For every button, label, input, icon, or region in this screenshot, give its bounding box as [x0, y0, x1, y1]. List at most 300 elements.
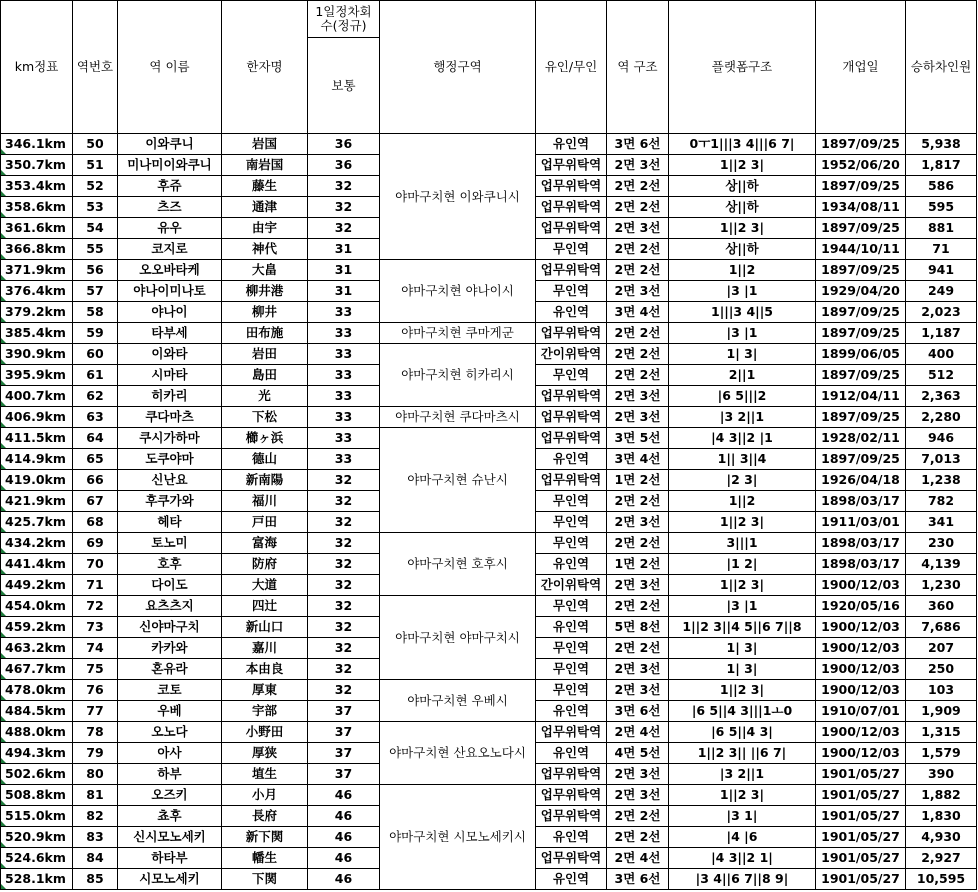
staffed-cell: 무인역 — [536, 239, 607, 260]
opened-cell: 1899/06/05 — [816, 344, 906, 365]
passengers-cell: 1,238 — [906, 470, 977, 491]
platform-cell: 1||2 3| — [669, 680, 816, 701]
structure-cell: 2면 3선 — [607, 512, 669, 533]
staffed-cell: 업무위탁역 — [536, 785, 607, 806]
passengers-cell: 341 — [906, 512, 977, 533]
structure-cell: 2면 3선 — [607, 785, 669, 806]
hanja-name-cell: 下関 — [222, 869, 308, 890]
station-name-cell: 시마타 — [118, 365, 222, 386]
opened-cell: 1900/12/03 — [816, 617, 906, 638]
header-passengers: 승하차인원 — [906, 1, 977, 134]
table-row — [1, 680, 977, 701]
platform-cell: 1||2 3| — [669, 512, 816, 533]
hanja-name-cell: 長府 — [222, 806, 308, 827]
passengers-cell: 250 — [906, 659, 977, 680]
station-name-cell: 츠즈 — [118, 197, 222, 218]
km-cell: 515.0km — [1, 806, 73, 827]
station-name-cell: 야나이 — [118, 302, 222, 323]
hanja-name-cell: 藤生 — [222, 176, 308, 197]
station-number-cell: 71 — [73, 575, 118, 596]
passengers-cell: 10,595 — [906, 869, 977, 890]
hanja-name-cell: 光 — [222, 386, 308, 407]
station-name-cell: 호후 — [118, 554, 222, 575]
station-number-cell: 66 — [73, 470, 118, 491]
station-name-cell: 오노다 — [118, 722, 222, 743]
km-cell: 371.9km — [1, 260, 73, 281]
hanja-name-cell: 戸田 — [222, 512, 308, 533]
staffed-cell: 유인역 — [536, 449, 607, 470]
daily-stops-cell: 33 — [308, 344, 380, 365]
passengers-cell: 71 — [906, 239, 977, 260]
structure-cell: 4면 5선 — [607, 743, 669, 764]
station-name-cell: 우베 — [118, 701, 222, 722]
opened-cell: 1901/05/27 — [816, 764, 906, 785]
passengers-cell: 586 — [906, 176, 977, 197]
platform-cell: |3 1| — [669, 806, 816, 827]
staffed-cell: 업무위탁역 — [536, 764, 607, 785]
station-name-cell: 혼유라 — [118, 659, 222, 680]
staffed-cell: 업무위탁역 — [536, 470, 607, 491]
platform-cell: 2||1 — [669, 365, 816, 386]
station-number-cell: 78 — [73, 722, 118, 743]
opened-cell: 1900/12/03 — [816, 743, 906, 764]
platform-cell: 상||하 — [669, 197, 816, 218]
staffed-cell: 유인역 — [536, 701, 607, 722]
staffed-cell: 무인역 — [536, 491, 607, 512]
hanja-name-cell: 小野田 — [222, 722, 308, 743]
opened-cell: 1898/03/17 — [816, 491, 906, 512]
station-name-cell: 쿠시가하마 — [118, 428, 222, 449]
hanja-name-cell: 幡生 — [222, 848, 308, 869]
table-row — [1, 134, 977, 155]
platform-cell: 1| 3| — [669, 344, 816, 365]
platform-cell: 상||하 — [669, 239, 816, 260]
structure-cell: 2면 2선 — [607, 323, 669, 344]
staffed-cell: 업무위탁역 — [536, 722, 607, 743]
daily-stops-cell: 46 — [308, 806, 380, 827]
hanja-name-cell: 大道 — [222, 575, 308, 596]
district-cell: 야마구치현 쿠마게군 — [380, 323, 536, 344]
table-row — [1, 722, 977, 743]
platform-cell: |3 |1 — [669, 323, 816, 344]
station-number-cell: 59 — [73, 323, 118, 344]
passengers-cell: 1,909 — [906, 701, 977, 722]
station-name-cell: 아사 — [118, 743, 222, 764]
km-cell: 421.9km — [1, 491, 73, 512]
station-number-cell: 51 — [73, 155, 118, 176]
hanja-name-cell: 新下関 — [222, 827, 308, 848]
station-name-cell: 카카와 — [118, 638, 222, 659]
district-cell: 야마구치현 시모노세키시 — [380, 785, 536, 890]
km-cell: 350.7km — [1, 155, 73, 176]
passengers-cell: 7,013 — [906, 449, 977, 470]
structure-cell: 3면 4선 — [607, 302, 669, 323]
station-name-cell: 시모노세키 — [118, 869, 222, 890]
station-number-cell: 61 — [73, 365, 118, 386]
daily-stops-cell: 31 — [308, 281, 380, 302]
station-name-cell: 이와타 — [118, 344, 222, 365]
daily-stops-cell: 36 — [308, 134, 380, 155]
platform-cell: |3 |1 — [669, 281, 816, 302]
daily-stops-cell: 32 — [308, 659, 380, 680]
km-cell: 528.1km — [1, 869, 73, 890]
opened-cell: 1901/05/27 — [816, 848, 906, 869]
hanja-name-cell: 防府 — [222, 554, 308, 575]
structure-cell: 2면 3선 — [607, 575, 669, 596]
passengers-cell: 249 — [906, 281, 977, 302]
daily-stops-cell: 33 — [308, 428, 380, 449]
table-row — [1, 407, 977, 428]
staffed-cell: 무인역 — [536, 659, 607, 680]
structure-cell: 2면 3선 — [607, 386, 669, 407]
passengers-cell: 400 — [906, 344, 977, 365]
staffed-cell: 업무위탁역 — [536, 806, 607, 827]
daily-stops-cell: 33 — [308, 302, 380, 323]
header-station-number: 역번호 — [73, 1, 118, 134]
opened-cell: 1901/05/27 — [816, 827, 906, 848]
passengers-cell: 512 — [906, 365, 977, 386]
structure-cell: 2면 2선 — [607, 239, 669, 260]
daily-stops-cell: 37 — [308, 701, 380, 722]
km-cell: 425.7km — [1, 512, 73, 533]
opened-cell: 1897/09/25 — [816, 260, 906, 281]
staffed-cell: 유인역 — [536, 743, 607, 764]
km-cell: 434.2km — [1, 533, 73, 554]
structure-cell: 2면 2선 — [607, 344, 669, 365]
staffed-cell: 간이위탁역 — [536, 575, 607, 596]
daily-stops-cell: 46 — [308, 848, 380, 869]
station-number-cell: 80 — [73, 764, 118, 785]
station-number-cell: 64 — [73, 428, 118, 449]
staffed-cell: 업무위탁역 — [536, 197, 607, 218]
table-row — [1, 428, 977, 449]
daily-stops-cell: 32 — [308, 470, 380, 491]
platform-cell: |1 2| — [669, 554, 816, 575]
station-number-cell: 75 — [73, 659, 118, 680]
km-cell: 524.6km — [1, 848, 73, 869]
station-number-cell: 56 — [73, 260, 118, 281]
staffed-cell: 업무위탁역 — [536, 428, 607, 449]
opened-cell: 1897/09/25 — [816, 407, 906, 428]
structure-cell: 2면 3선 — [607, 407, 669, 428]
daily-stops-cell: 33 — [308, 365, 380, 386]
km-cell: 400.7km — [1, 386, 73, 407]
daily-stops-cell: 32 — [308, 533, 380, 554]
daily-stops-cell: 32 — [308, 596, 380, 617]
hanja-name-cell: 島田 — [222, 365, 308, 386]
hanja-name-cell: 下松 — [222, 407, 308, 428]
district-cell: 야마구치현 히카리시 — [380, 344, 536, 407]
platform-cell: |3 4||6 7||8 9| — [669, 869, 816, 890]
hanja-name-cell: 田布施 — [222, 323, 308, 344]
passengers-cell: 1,315 — [906, 722, 977, 743]
km-cell: 441.4km — [1, 554, 73, 575]
km-cell: 463.2km — [1, 638, 73, 659]
structure-cell: 1면 2선 — [607, 554, 669, 575]
staffed-cell: 유인역 — [536, 554, 607, 575]
structure-cell: 2면 2선 — [607, 260, 669, 281]
station-name-cell: 신야마구치 — [118, 617, 222, 638]
daily-stops-cell: 31 — [308, 239, 380, 260]
daily-stops-cell: 46 — [308, 785, 380, 806]
km-cell: 478.0km — [1, 680, 73, 701]
hanja-name-cell: 通津 — [222, 197, 308, 218]
opened-cell: 1901/05/27 — [816, 785, 906, 806]
km-cell: 414.9km — [1, 449, 73, 470]
hanja-name-cell: 岩国 — [222, 134, 308, 155]
passengers-cell: 1,830 — [906, 806, 977, 827]
station-name-cell: 유우 — [118, 218, 222, 239]
header-opened: 개업일 — [816, 1, 906, 134]
passengers-cell: 2,927 — [906, 848, 977, 869]
passengers-cell: 230 — [906, 533, 977, 554]
table-row — [1, 785, 977, 806]
header-daily-stops-regular: 보통 — [308, 38, 380, 134]
daily-stops-cell: 32 — [308, 617, 380, 638]
hanja-name-cell: 厚東 — [222, 680, 308, 701]
station-name-cell: 코토 — [118, 680, 222, 701]
station-number-cell: 60 — [73, 344, 118, 365]
km-cell: 411.5km — [1, 428, 73, 449]
daily-stops-cell: 33 — [308, 407, 380, 428]
structure-cell: 2면 3선 — [607, 155, 669, 176]
station-number-cell: 85 — [73, 869, 118, 890]
structure-cell: 2면 3선 — [607, 680, 669, 701]
daily-stops-cell: 36 — [308, 155, 380, 176]
km-cell: 361.6km — [1, 218, 73, 239]
passengers-cell: 2,023 — [906, 302, 977, 323]
station-number-cell: 76 — [73, 680, 118, 701]
daily-stops-cell: 46 — [308, 827, 380, 848]
structure-cell: 3면 6선 — [607, 869, 669, 890]
table-row — [1, 344, 977, 365]
station-number-cell: 54 — [73, 218, 118, 239]
station-number-cell: 77 — [73, 701, 118, 722]
station-name-cell: 헤타 — [118, 512, 222, 533]
station-number-cell: 57 — [73, 281, 118, 302]
km-cell: 376.4km — [1, 281, 73, 302]
platform-cell: 1| 3| — [669, 638, 816, 659]
km-cell: 358.6km — [1, 197, 73, 218]
platform-cell: 1||2 3| — [669, 155, 816, 176]
platform-cell: 1||2 — [669, 260, 816, 281]
station-number-cell: 55 — [73, 239, 118, 260]
structure-cell: 3면 4선 — [607, 449, 669, 470]
daily-stops-cell: 32 — [308, 197, 380, 218]
staffed-cell: 유인역 — [536, 617, 607, 638]
hanja-name-cell: 柳井港 — [222, 281, 308, 302]
hanja-name-cell: 德山 — [222, 449, 308, 470]
header-km: km정표 — [1, 1, 73, 134]
daily-stops-cell: 37 — [308, 764, 380, 785]
platform-cell: |6 5||4 3| — [669, 722, 816, 743]
station-name-cell: 오오바타케 — [118, 260, 222, 281]
platform-cell: 1||2 3| — [669, 218, 816, 239]
district-cell: 야마구치현 이와쿠니시 — [380, 134, 536, 260]
daily-stops-cell: 33 — [308, 386, 380, 407]
station-number-cell: 52 — [73, 176, 118, 197]
opened-cell: 1900/12/03 — [816, 722, 906, 743]
station-number-cell: 79 — [73, 743, 118, 764]
opened-cell: 1944/10/11 — [816, 239, 906, 260]
platform-cell: |3 2||1 — [669, 764, 816, 785]
district-cell: 야마구치현 산요오노다시 — [380, 722, 536, 785]
district-cell: 야마구치현 야나이시 — [380, 260, 536, 323]
district-cell: 야마구치현 우베시 — [380, 680, 536, 722]
station-number-cell: 69 — [73, 533, 118, 554]
station-name-cell: 오즈키 — [118, 785, 222, 806]
structure-cell: 2면 2선 — [607, 491, 669, 512]
staffed-cell: 유인역 — [536, 302, 607, 323]
structure-cell: 2면 4선 — [607, 848, 669, 869]
table-row — [1, 323, 977, 344]
station-name-cell: 쵸후 — [118, 806, 222, 827]
staffed-cell: 업무위탁역 — [536, 323, 607, 344]
station-name-cell: 타부세 — [118, 323, 222, 344]
table-row — [1, 533, 977, 554]
station-name-cell: 다이도 — [118, 575, 222, 596]
passengers-cell: 946 — [906, 428, 977, 449]
structure-cell: 2면 3선 — [607, 764, 669, 785]
hanja-name-cell: 富海 — [222, 533, 308, 554]
header-structure: 역 구조 — [607, 1, 669, 134]
staffed-cell: 업무위탁역 — [536, 176, 607, 197]
staffed-cell: 무인역 — [536, 596, 607, 617]
km-cell: 346.1km — [1, 134, 73, 155]
station-number-cell: 68 — [73, 512, 118, 533]
staffed-cell: 무인역 — [536, 512, 607, 533]
daily-stops-cell: 32 — [308, 680, 380, 701]
station-number-cell: 81 — [73, 785, 118, 806]
platform-cell: 3|||1 — [669, 533, 816, 554]
station-number-cell: 50 — [73, 134, 118, 155]
station-name-cell: 이와쿠니 — [118, 134, 222, 155]
passengers-cell: 4,930 — [906, 827, 977, 848]
km-cell: 379.2km — [1, 302, 73, 323]
passengers-cell: 4,139 — [906, 554, 977, 575]
opened-cell: 1920/05/16 — [816, 596, 906, 617]
structure-cell: 1면 2선 — [607, 470, 669, 491]
passengers-cell: 1,230 — [906, 575, 977, 596]
platform-cell: 1| 3| — [669, 659, 816, 680]
station-name-cell: 후쿠가와 — [118, 491, 222, 512]
platform-cell: 1|||3 4||5 — [669, 302, 816, 323]
header-platform: 플랫폼구조 — [669, 1, 816, 134]
km-cell: 459.2km — [1, 617, 73, 638]
table-row — [1, 596, 977, 617]
platform-cell: |4 3||2 1| — [669, 848, 816, 869]
hanja-name-cell: 厚狭 — [222, 743, 308, 764]
passengers-cell: 360 — [906, 596, 977, 617]
daily-stops-cell: 37 — [308, 722, 380, 743]
staffed-cell: 유인역 — [536, 134, 607, 155]
opened-cell: 1897/09/25 — [816, 449, 906, 470]
station-number-cell: 73 — [73, 617, 118, 638]
structure-cell: 2면 2선 — [607, 596, 669, 617]
opened-cell: 1901/05/27 — [816, 806, 906, 827]
km-cell: 467.7km — [1, 659, 73, 680]
passengers-cell: 2,280 — [906, 407, 977, 428]
km-cell: 395.9km — [1, 365, 73, 386]
platform-cell: 1||2 3|| ||6 7| — [669, 743, 816, 764]
hanja-name-cell: 新南陽 — [222, 470, 308, 491]
station-name-cell: 히카리 — [118, 386, 222, 407]
hanja-name-cell: 大畠 — [222, 260, 308, 281]
structure-cell: 3면 6선 — [607, 701, 669, 722]
station-name-cell: 요츠츠지 — [118, 596, 222, 617]
structure-cell: 2면 2선 — [607, 806, 669, 827]
station-number-cell: 82 — [73, 806, 118, 827]
header-station-name: 역 이름 — [118, 1, 222, 134]
staffed-cell: 무인역 — [536, 533, 607, 554]
opened-cell: 1934/08/11 — [816, 197, 906, 218]
structure-cell: 2면 2선 — [607, 533, 669, 554]
staffed-cell: 업무위탁역 — [536, 407, 607, 428]
passengers-cell: 1,187 — [906, 323, 977, 344]
structure-cell: 2면 3선 — [607, 218, 669, 239]
daily-stops-cell: 32 — [308, 218, 380, 239]
structure-cell: 2면 2선 — [607, 827, 669, 848]
km-cell: 494.3km — [1, 743, 73, 764]
staffed-cell: 무인역 — [536, 680, 607, 701]
district-cell: 야마구치현 야마구치시 — [380, 596, 536, 680]
hanja-name-cell: 埴生 — [222, 764, 308, 785]
opened-cell: 1900/12/03 — [816, 638, 906, 659]
staffed-cell: 업무위탁역 — [536, 386, 607, 407]
staffed-cell: 업무위탁역 — [536, 218, 607, 239]
km-cell: 454.0km — [1, 596, 73, 617]
table-body — [1, 134, 977, 890]
station-name-cell: 후쥬 — [118, 176, 222, 197]
opened-cell: 1952/06/20 — [816, 155, 906, 176]
station-number-cell: 65 — [73, 449, 118, 470]
table-row — [1, 260, 977, 281]
header-district: 행정구역 — [380, 1, 536, 134]
station-number-cell: 53 — [73, 197, 118, 218]
staffed-cell: 업무위탁역 — [536, 155, 607, 176]
passengers-cell: 103 — [906, 680, 977, 701]
daily-stops-cell: 37 — [308, 743, 380, 764]
km-cell: 353.4km — [1, 176, 73, 197]
platform-cell: |6 5|||2 — [669, 386, 816, 407]
structure-cell: 2면 2선 — [607, 176, 669, 197]
opened-cell: 1900/12/03 — [816, 659, 906, 680]
hanja-name-cell: 嘉川 — [222, 638, 308, 659]
opened-cell: 1911/03/01 — [816, 512, 906, 533]
platform-cell: |3 |1 — [669, 596, 816, 617]
daily-stops-cell: 33 — [308, 323, 380, 344]
opened-cell: 1898/03/17 — [816, 554, 906, 575]
station-number-cell: 84 — [73, 848, 118, 869]
passengers-cell: 5,938 — [906, 134, 977, 155]
staffed-cell: 유인역 — [536, 827, 607, 848]
passengers-cell: 595 — [906, 197, 977, 218]
passengers-cell: 390 — [906, 764, 977, 785]
platform-cell: 1||2 — [669, 491, 816, 512]
staffed-cell: 간이위탁역 — [536, 344, 607, 365]
opened-cell: 1897/09/25 — [816, 323, 906, 344]
km-cell: 385.4km — [1, 323, 73, 344]
passengers-cell: 1,817 — [906, 155, 977, 176]
hanja-name-cell: 宇部 — [222, 701, 308, 722]
passengers-cell: 941 — [906, 260, 977, 281]
station-name-cell: 미나미이와쿠니 — [118, 155, 222, 176]
platform-cell: 상||하 — [669, 176, 816, 197]
station-number-cell: 70 — [73, 554, 118, 575]
hanja-name-cell: 小月 — [222, 785, 308, 806]
hanja-name-cell: 神代 — [222, 239, 308, 260]
station-name-cell: 코지로 — [118, 239, 222, 260]
